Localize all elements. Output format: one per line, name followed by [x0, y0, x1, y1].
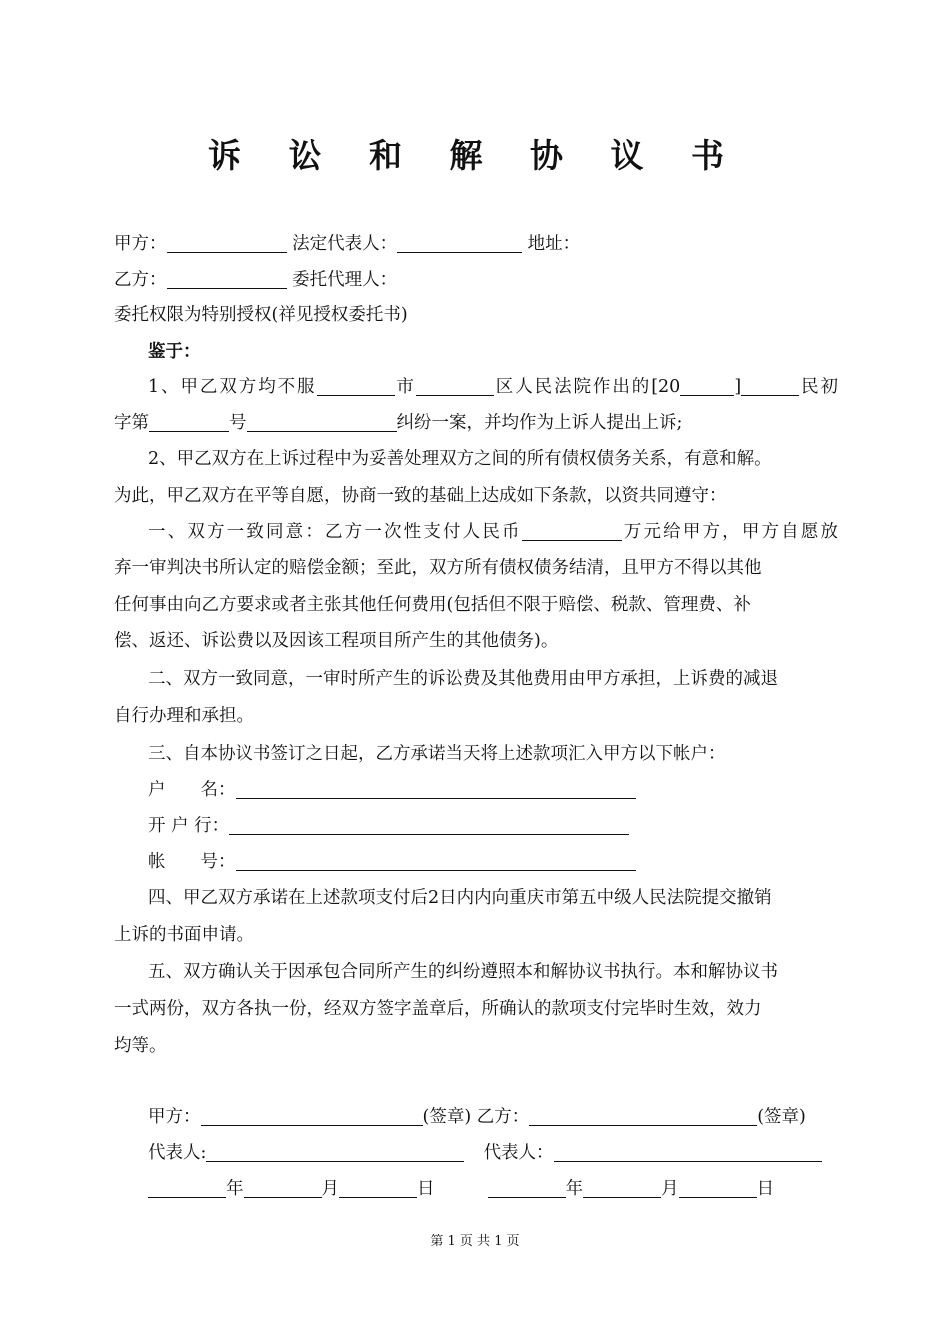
- whereas-item1-text-e: 民初: [799, 377, 838, 397]
- party-a-row: [114, 229, 838, 259]
- date-b-year-label: 年: [565, 1179, 584, 1199]
- date-row: [148, 1174, 838, 1204]
- whereas-item1-line2: [114, 408, 838, 438]
- case-prefix-field[interactable]: [741, 377, 799, 396]
- party-a-field[interactable]: [167, 234, 287, 253]
- agent-label: 委托代理人：: [292, 270, 398, 290]
- date-a-day-label: 日: [417, 1179, 435, 1199]
- whereas-item1-text-g: 号: [229, 413, 247, 433]
- page-footer: 第 1 页 共 1 页: [430, 1234, 520, 1249]
- sig-party-b-label: 乙方：: [476, 1107, 530, 1127]
- legal-rep-label: 法定代表人：: [292, 234, 398, 254]
- clause2-line2: 自行办理和承担。: [114, 706, 254, 726]
- whereas-item1-line1: [148, 372, 838, 402]
- date-a-day-field[interactable]: [339, 1179, 417, 1198]
- clause5-line3: 均等。: [114, 1036, 167, 1056]
- authority-note: 委托权限为特别授权(祥见授权委托书): [114, 305, 408, 325]
- case-number-field[interactable]: [149, 413, 229, 432]
- whereas-item1-text-d: ]: [734, 377, 742, 397]
- date-b-month-field[interactable]: [583, 1179, 661, 1198]
- clause1-text-b: 万元给甲方，甲方自愿放: [621, 522, 839, 542]
- date-a-month-label: 月: [321, 1179, 339, 1199]
- rep-b-field[interactable]: [554, 1143, 822, 1162]
- whereas-item1-text-f: 字第: [114, 413, 149, 433]
- whereas-item1-text-h: 纠纷一案，并均作为上诉人提出上诉;: [396, 413, 683, 433]
- whereas-item2-line2: 为此，甲乙双方在平等自愿，协商一致的基础上达成如下条款，以资共同遵守：: [114, 486, 727, 506]
- clause1-line2: 弃一审判决书所认定的赔偿金额；至此，双方所有债权债务结清，且甲方不得以其他: [114, 558, 762, 578]
- account-number-row: [148, 847, 838, 877]
- year-field[interactable]: [680, 377, 734, 396]
- account-name-label: 户 名：: [148, 780, 236, 800]
- sig-party-a-label: 甲方：: [148, 1107, 201, 1127]
- whereas-item1-text-c: 区人民法院作出的[20: [493, 377, 681, 397]
- whereas-item1-text-a: 1、甲乙双方均不服: [148, 377, 317, 397]
- account-name-field[interactable]: [236, 780, 636, 799]
- clause1-text-a: 一、双方一致同意：乙方一次性支付人民币: [148, 522, 522, 542]
- city-field[interactable]: [317, 377, 395, 396]
- date-b-month-label: 月: [661, 1179, 679, 1199]
- seal-a: (签章): [422, 1107, 472, 1127]
- account-number-label: 帐 号：: [148, 852, 236, 872]
- clause5-line2: 一式两份，双方各执一份，经双方签字盖章后，所确认的款项支付完毕时生效，效力: [114, 999, 762, 1019]
- bank-row: [148, 811, 838, 841]
- date-b-day-label: 日: [756, 1179, 775, 1199]
- date-a-month-field[interactable]: [244, 1179, 322, 1198]
- whereas-heading: 鉴于：: [148, 342, 201, 362]
- account-number-field[interactable]: [236, 852, 636, 871]
- clause5-line1: 五、双方确认关于因承包合同所产生的纠纷遵照本和解协议书执行。本和解协议书: [148, 962, 778, 982]
- party-a-label: 甲方：: [114, 234, 167, 254]
- district-field[interactable]: [416, 377, 494, 396]
- representative-row: [148, 1138, 838, 1168]
- clause1-line4: 偿、返还、诉讼费以及因该工程项目所产生的其他债务)。: [114, 631, 559, 651]
- party-b-row: [114, 265, 838, 295]
- sig-party-b-field[interactable]: [529, 1107, 757, 1126]
- account-name-row: [148, 775, 838, 805]
- document-title: 诉 讼 和 解 协 议 书: [208, 136, 742, 175]
- clause4-line1: 四、甲乙双方承诺在上述款项支付后2日内内向重庆市第五中级人民法院提交撤销: [148, 888, 772, 908]
- legal-rep-field[interactable]: [397, 234, 522, 253]
- clause4-line2: 上诉的书面申请。: [114, 925, 254, 945]
- bank-label: 开 户 行：: [148, 816, 230, 836]
- clause2-line1: 二、双方一致同意，一审时所产生的诉讼费及其他费用由甲方承担，上诉费的减退: [148, 669, 778, 689]
- address-label: 地址：: [527, 234, 581, 254]
- date-a-year-field[interactable]: [148, 1179, 226, 1198]
- clause3: 三、自本协议书签订之日起，乙方承诺当天将上述款项汇入甲方以下帐户：: [148, 744, 726, 764]
- whereas-item1-text-b: 市: [394, 377, 416, 397]
- dispute-type-field[interactable]: [247, 413, 397, 432]
- clause1-line3: 任何事由向乙方要求或者主张其他任何费用(包括但不限于赔偿、税款、管理费、补: [114, 595, 751, 615]
- party-b-field[interactable]: [167, 270, 287, 289]
- amount-field[interactable]: [522, 522, 622, 541]
- rep-a-field[interactable]: [206, 1143, 464, 1162]
- bank-field[interactable]: [229, 816, 629, 835]
- sig-party-a-field[interactable]: [201, 1107, 423, 1126]
- rep-a-label: 代表人:: [148, 1143, 207, 1163]
- rep-b-label: 代表人：: [483, 1143, 554, 1163]
- seal-b: (签章): [757, 1107, 806, 1127]
- date-b-day-field[interactable]: [679, 1179, 757, 1198]
- whereas-item2-line1: 2、甲乙双方在上诉过程中为妥善处理双方之间的所有债权债务关系，有意和解。: [148, 449, 772, 469]
- party-b-label: 乙方：: [114, 270, 167, 290]
- date-b-year-field[interactable]: [488, 1179, 566, 1198]
- signature-row: [148, 1102, 838, 1132]
- date-a-year-label: 年: [226, 1179, 244, 1199]
- clause1-line1: [148, 517, 838, 547]
